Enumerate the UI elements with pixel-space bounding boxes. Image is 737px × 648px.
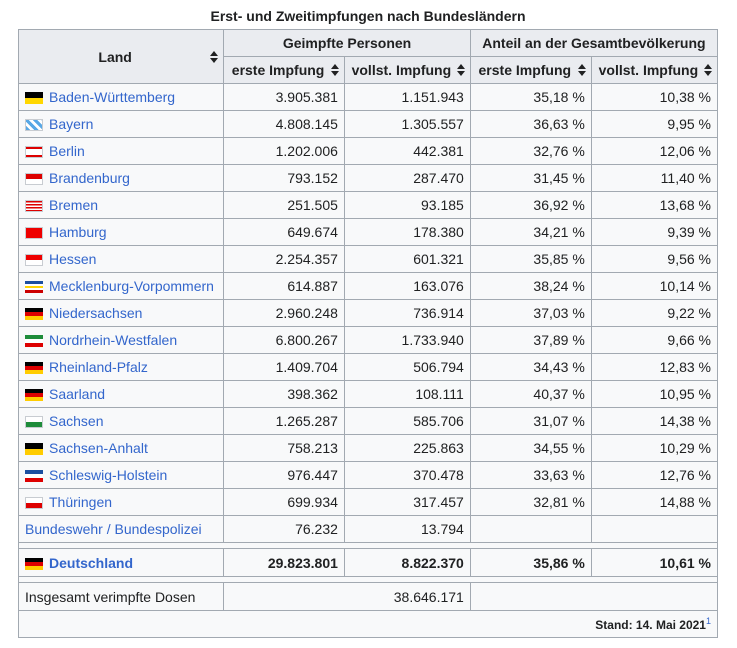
column-header-vollst-impfung-share[interactable] <box>591 57 717 84</box>
cell-full-pct: 9,39 % <box>591 219 717 246</box>
cell-first: 758.213 <box>224 435 345 462</box>
column-header-vollst-impfung-persons[interactable] <box>344 57 470 84</box>
link-state[interactable]: Baden-Württemberg <box>49 89 176 105</box>
cell-full-pct: 12,76 % <box>591 462 717 489</box>
cell-land[interactable] <box>19 246 224 273</box>
cell-full-pct: 10,38 % <box>591 84 717 111</box>
cell-full: 178.380 <box>344 219 470 246</box>
cell-first: 1.409.704 <box>224 354 345 381</box>
vaccination-table <box>18 29 718 638</box>
cell-first: 976.447 <box>224 462 345 489</box>
cell-land[interactable] <box>19 516 224 543</box>
cell-doses-label: Insgesamt verimpfte Dosen <box>19 583 224 611</box>
table-row-doses <box>19 583 718 611</box>
cell-full: 370.478 <box>344 462 470 489</box>
cell-full: 585.706 <box>344 408 470 435</box>
link-state[interactable]: Niedersachsen <box>49 305 143 321</box>
flag-mv-icon <box>25 281 43 293</box>
sort-icon[interactable] <box>210 51 218 63</box>
cell-land[interactable] <box>19 462 224 489</box>
column-header-land[interactable] <box>19 30 224 84</box>
table-row <box>19 489 718 516</box>
cell-first-pct: 37,03 % <box>470 300 591 327</box>
cell-full-pct: 13,68 % <box>591 192 717 219</box>
table-row <box>19 300 718 327</box>
link-state[interactable]: Schleswig-Holstein <box>49 467 168 483</box>
flag-hb-icon <box>25 200 43 212</box>
cell-land[interactable] <box>19 327 224 354</box>
cell-full: 93.185 <box>344 192 470 219</box>
cell-empty <box>470 583 717 611</box>
flag-ni-icon <box>25 308 43 320</box>
reference-link[interactable]: 1 <box>705 616 711 626</box>
cell-first: 2.254.357 <box>224 246 345 273</box>
cell-full-pct: 10,14 % <box>591 273 717 300</box>
table-row <box>19 138 718 165</box>
column-header-label: vollst. Impfung <box>598 62 699 78</box>
cell-first: 251.505 <box>224 192 345 219</box>
cell-first-pct: 37,89 % <box>470 327 591 354</box>
cell-first: 29.823.801 <box>224 549 345 577</box>
cell-first: 699.934 <box>224 489 345 516</box>
cell-empty <box>591 516 717 543</box>
cell-full: 1.305.557 <box>344 111 470 138</box>
table-row-bundeswehr <box>19 516 718 543</box>
cell-first-pct: 34,43 % <box>470 354 591 381</box>
cell-land[interactable] <box>19 84 224 111</box>
cell-first: 1.265.287 <box>224 408 345 435</box>
sort-icon[interactable] <box>457 64 465 76</box>
table-row <box>19 462 718 489</box>
flag-st-icon <box>25 443 43 455</box>
link-deutschland[interactable]: Deutschland <box>49 554 134 571</box>
link-state[interactable]: Bremen <box>49 197 99 213</box>
cell-first-pct: 36,92 % <box>470 192 591 219</box>
link-bundeswehr-bundespolizei[interactable]: Bundeswehr / Bundespolizei <box>25 521 202 537</box>
cell-first: 76.232 <box>224 516 345 543</box>
cell-full: 13.794 <box>344 516 470 543</box>
table-row-total <box>19 549 718 577</box>
flag-hh-icon <box>25 227 43 239</box>
cell-first: 3.905.381 <box>224 84 345 111</box>
link-state[interactable]: Hessen <box>49 251 97 267</box>
link-state[interactable]: Rheinland-Pfalz <box>49 359 148 375</box>
table-row <box>19 111 718 138</box>
cell-full-pct: 12,83 % <box>591 354 717 381</box>
cell-first: 2.960.248 <box>224 300 345 327</box>
cell-land[interactable] <box>19 138 224 165</box>
cell-full-pct: 10,61 % <box>591 549 717 577</box>
cell-land[interactable] <box>19 219 224 246</box>
cell-full: 225.863 <box>344 435 470 462</box>
sort-icon[interactable] <box>578 64 586 76</box>
table-row <box>19 435 718 462</box>
cell-full-pct: 9,66 % <box>591 327 717 354</box>
cell-land[interactable] <box>19 111 224 138</box>
link-state[interactable]: Berlin <box>49 143 85 159</box>
column-header-label: erste Impfung <box>231 62 325 78</box>
table-row <box>19 192 718 219</box>
table-footer <box>19 611 718 638</box>
cell-first-pct: 36,63 % <box>470 111 591 138</box>
cell-first: 614.887 <box>224 273 345 300</box>
flag-de-icon <box>25 558 43 570</box>
flag-sh-icon <box>25 470 43 482</box>
table-caption: Erst- und Zweitimpfungen nach Bundesländern <box>210 8 526 24</box>
cell-full-pct: 10,29 % <box>591 435 717 462</box>
cell-first: 1.202.006 <box>224 138 345 165</box>
cell-first: 649.674 <box>224 219 345 246</box>
flag-by-icon <box>25 119 43 131</box>
cell-full-pct: 10,95 % <box>591 381 717 408</box>
cell-full-pct: 9,22 % <box>591 300 717 327</box>
cell-land[interactable] <box>19 354 224 381</box>
link-state[interactable]: Mecklenburg-Vorpommern <box>49 278 214 294</box>
cell-land[interactable] <box>19 435 224 462</box>
cell-full: 1.151.943 <box>344 84 470 111</box>
cell-full: 736.914 <box>344 300 470 327</box>
cell-first-pct: 38,24 % <box>470 273 591 300</box>
column-header-erste-impfung-persons[interactable] <box>224 57 345 84</box>
column-header-label: erste Impfung <box>478 62 572 78</box>
cell-first-pct: 32,76 % <box>470 138 591 165</box>
cell-full: 287.470 <box>344 165 470 192</box>
sort-icon[interactable] <box>331 64 339 76</box>
link-state[interactable]: Sachsen <box>49 413 104 429</box>
cell-first: 398.362 <box>224 381 345 408</box>
cell-first-pct: 33,63 % <box>470 462 591 489</box>
cell-full: 1.733.940 <box>344 327 470 354</box>
flag-bb-icon <box>25 173 43 185</box>
table-row <box>19 246 718 273</box>
cell-first-pct: 34,55 % <box>470 435 591 462</box>
cell-full-pct: 12,06 % <box>591 138 717 165</box>
cell-first-pct: 35,85 % <box>470 246 591 273</box>
cell-first-pct: 32,81 % <box>470 489 591 516</box>
cell-first-pct: 35,86 % <box>470 549 591 577</box>
cell-full-pct: 14,88 % <box>591 489 717 516</box>
cell-full: 8.822.370 <box>344 549 470 577</box>
sort-icon[interactable] <box>704 64 712 76</box>
cell-land[interactable] <box>19 192 224 219</box>
flag-bw-icon <box>25 92 43 104</box>
table-row <box>19 219 718 246</box>
table-row <box>19 408 718 435</box>
flag-be-icon <box>25 146 43 158</box>
cell-empty <box>470 516 591 543</box>
cell-first-pct: 35,18 % <box>470 84 591 111</box>
cell-land[interactable] <box>19 549 224 577</box>
flag-sl-icon <box>25 389 43 401</box>
link-state[interactable]: Bayern <box>49 116 94 132</box>
column-header-label: vollst. Impfung <box>351 62 452 78</box>
link-state[interactable]: Saarland <box>49 386 106 402</box>
cell-full-pct: 11,40 % <box>591 165 717 192</box>
cell-first-pct: 40,37 % <box>470 381 591 408</box>
cell-full: 317.457 <box>344 489 470 516</box>
flag-sn-icon <box>25 416 43 428</box>
flag-th-icon <box>25 497 43 509</box>
cell-land[interactable] <box>19 381 224 408</box>
table-row <box>19 381 718 408</box>
cell-full: 108.111 <box>344 381 470 408</box>
cell-first-pct: 34,21 % <box>470 219 591 246</box>
cell-full-pct: 14,38 % <box>591 408 717 435</box>
cell-full: 506.794 <box>344 354 470 381</box>
cell-first-pct: 31,45 % <box>470 165 591 192</box>
flag-nw-icon <box>25 335 43 347</box>
cell-land[interactable] <box>19 489 224 516</box>
cell-full: 163.076 <box>344 273 470 300</box>
cell-first-pct: 31,07 % <box>470 408 591 435</box>
column-header-erste-impfung-share[interactable] <box>470 57 591 84</box>
cell-doses-value: 38.646.171 <box>224 583 471 611</box>
link-state[interactable]: Brandenburg <box>49 170 130 186</box>
column-group-anteil: Anteil an der Gesamtbevölkerung <box>470 30 717 57</box>
cell-full-pct: 9,95 % <box>591 111 717 138</box>
cell-first: 4.808.145 <box>224 111 345 138</box>
link-state[interactable]: Thüringen <box>49 494 113 510</box>
cell-land[interactable] <box>19 273 224 300</box>
cell-full-pct: 9,56 % <box>591 246 717 273</box>
link-state[interactable]: Nordrhein-Westfalen <box>49 332 178 348</box>
cell-land[interactable] <box>19 300 224 327</box>
link-state[interactable]: Hamburg <box>49 224 107 240</box>
table-row <box>19 273 718 300</box>
flag-he-icon <box>25 254 43 266</box>
table-row <box>19 354 718 381</box>
table-row <box>19 84 718 111</box>
cell-first: 793.152 <box>224 165 345 192</box>
cell-full: 442.381 <box>344 138 470 165</box>
table-row <box>19 165 718 192</box>
table-row <box>19 327 718 354</box>
cell-first: 6.800.267 <box>224 327 345 354</box>
cell-land[interactable] <box>19 408 224 435</box>
column-header-land-label: Land <box>98 48 132 65</box>
link-state[interactable]: Sachsen-Anhalt <box>49 440 148 456</box>
stand-date: Stand: 14. Mai 2021 <box>595 618 706 632</box>
cell-full: 601.321 <box>344 246 470 273</box>
cell-land[interactable] <box>19 165 224 192</box>
column-group-geimpfte-personen: Geimpfte Personen <box>224 30 471 57</box>
flag-rp-icon <box>25 362 43 374</box>
